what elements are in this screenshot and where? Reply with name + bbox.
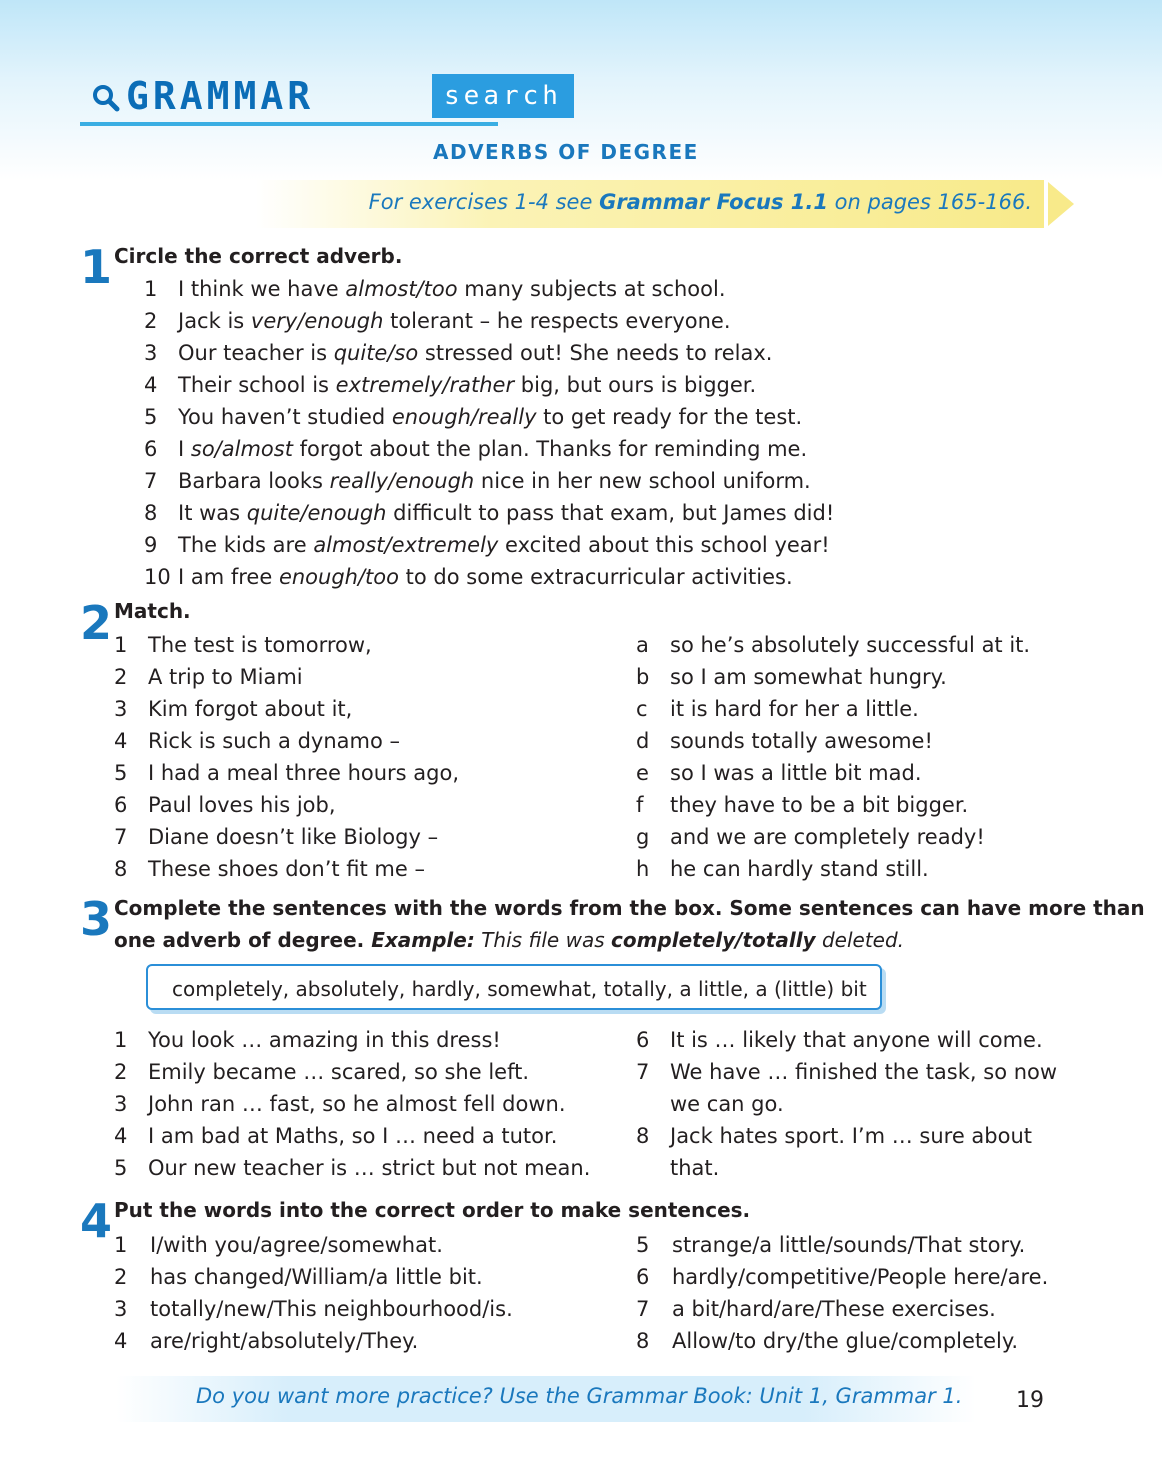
magnifier-icon [92, 84, 120, 112]
match-right-item: d sounds totally awesome! [636, 725, 933, 757]
exercise-3-item: 3 John ran … fast, so he almost fell down. [114, 1088, 566, 1120]
exercise-4-item: 8 Allow/to dry/the glue/completely. [636, 1325, 1018, 1357]
item-number: h [636, 857, 650, 881]
item-number: 7 [636, 1297, 650, 1321]
item-number: 7 [636, 1060, 650, 1084]
item-number: 2 [114, 1060, 128, 1084]
exercise-1-item: 3 Our teacher is quite/so stressed out! She needs to relax. [144, 337, 772, 369]
item-number: 8 [636, 1124, 650, 1148]
exercise-4-number: 4 [80, 1194, 113, 1248]
item-number: 3 [114, 697, 128, 721]
exercise-3-item: 8 Jack hates sport. I’m … sure about [636, 1120, 1032, 1152]
exercise-3-item: we can go. [670, 1092, 784, 1116]
exercise-4-item: 3 totally/new/This neighbourhood/is. [114, 1293, 513, 1325]
item-number: 3 [114, 1297, 128, 1321]
item-number: 5 [114, 1156, 128, 1180]
item-number: 10 [144, 565, 171, 589]
logo-tag: search [432, 74, 574, 118]
item-number: f [636, 793, 644, 817]
match-left-item: 6 Paul loves his job, [114, 789, 336, 821]
item-number: 4 [114, 729, 128, 753]
match-left-item: 7 Diane doesn’t like Biology – [114, 821, 438, 853]
exercise-1-item: 7 Barbara looks really/enough nice in her new school uniform. [144, 465, 811, 497]
item-number: 2 [144, 309, 158, 333]
exercise-3-item: 7 We have … finished the task, so now [636, 1056, 1057, 1088]
exercise-4-instruction: Put the words into the correct order to make sentences. [114, 1198, 751, 1222]
exercise-3-number: 3 [80, 892, 113, 946]
item-number: 4 [114, 1124, 128, 1148]
exercise-4-item: 5 strange/a little/sounds/That story. [636, 1229, 1025, 1261]
exercise-4-item: 1 I/with you/agree/somewhat. [114, 1229, 443, 1261]
item-number: 3 [144, 341, 158, 365]
item-number: 1 [144, 277, 158, 301]
section-title: ADVERBS OF DEGREE [433, 140, 699, 164]
reference-arrow [1048, 182, 1074, 226]
exercise-1-instruction: Circle the correct adverb. [114, 244, 403, 268]
item-number: 2 [114, 1265, 128, 1289]
match-left-item: 3 Kim forgot about it, [114, 693, 352, 725]
match-right-item: e so I was a little bit mad. [636, 757, 922, 789]
match-right-item: g and we are completely ready! [636, 821, 985, 853]
exercise-4-item: 7 a bit/hard/are/These exercises. [636, 1293, 996, 1325]
item-number: 3 [114, 1092, 128, 1116]
item-number: 6 [144, 437, 158, 461]
match-right-item: h he can hardly stand still. [636, 853, 929, 885]
item-number: b [636, 665, 650, 689]
exercise-2-instruction: Match. [114, 599, 191, 623]
item-number: e [636, 761, 649, 785]
match-right-item: a so he’s absolutely successful at it. [636, 629, 1030, 661]
exercise-1-item: 2 Jack is very/enough tolerant – he respects everyone. [144, 305, 731, 337]
item-number: 4 [144, 373, 158, 397]
grammar-search-logo [80, 72, 562, 126]
practice-text: Do you want more practice? Use the Grammar Book: Unit 1, Grammar 1. [196, 1384, 963, 1408]
exercise-3-item: 1 You look … amazing in this dress! [114, 1024, 501, 1056]
match-left-item: 5 I had a meal three hours ago, [114, 757, 459, 789]
item-number: 4 [114, 1329, 128, 1353]
exercise-1-item: 9 The kids are almost/extremely excited about this school year! [144, 529, 830, 561]
exercise-3-item: 5 Our new teacher is … strict but not mean. [114, 1152, 590, 1184]
exercise-3-item: 2 Emily became … scared, so she left. [114, 1056, 529, 1088]
item-number: 1 [114, 1233, 128, 1257]
match-right-item: c it is hard for her a little. [636, 693, 919, 725]
item-number: d [636, 729, 650, 753]
item-number: 5 [114, 761, 128, 785]
logo-word: GRAMMAR [126, 74, 315, 118]
match-right-item: b so I am somewhat hungry. [636, 661, 947, 693]
item-number: 8 [144, 501, 158, 525]
item-number: 7 [114, 825, 128, 849]
grammar-focus-ref: Grammar Focus 1.1 [599, 190, 828, 214]
reference-text: For exercises 1-4 see Grammar Focus 1.1 on pages 165-166. [368, 190, 1032, 214]
exercise-3-item: 6 It is … likely that anyone will come. [636, 1024, 1043, 1056]
item-number: 5 [636, 1233, 650, 1257]
exercise-3-instruction-line2: one adverb of degree. Example: This file was completely/totally deleted. [114, 928, 905, 952]
item-number: c [636, 697, 648, 721]
exercise-1-item: 6 I so/almost forgot about the plan. Thanks for reminding me. [144, 433, 807, 465]
exercise-2-number: 2 [80, 596, 113, 650]
item-number: 6 [114, 793, 128, 817]
match-left-item: 2 A trip to Miami [114, 661, 303, 693]
exercise-1-number: 1 [80, 240, 113, 294]
exercise-1-item: 8 It was quite/enough difficult to pass that exam, but James did! [144, 497, 834, 529]
item-number: g [636, 825, 650, 849]
exercise-3-item: 4 I am bad at Maths, so I … need a tutor. [114, 1120, 557, 1152]
item-number: 7 [144, 469, 158, 493]
exercise-1-item: 4 Their school is extremely/rather big, but ours is bigger. [144, 369, 756, 401]
exercise-1-item: 5 You haven’t studied enough/really to get ready for the test. [144, 401, 802, 433]
item-number: 9 [144, 533, 158, 557]
exercise-4-item: 2 has changed/William/a little bit. [114, 1261, 483, 1293]
match-left-item: 1 The test is tomorrow, [114, 629, 372, 661]
word-box: completely, absolutely, hardly, somewhat, totally, a little, a (little) bit [146, 964, 882, 1010]
exercise-1-item: 1 I think we have almost/too many subjects at school. [144, 273, 726, 305]
exercise-3-item: that. [670, 1156, 720, 1180]
match-left-item: 4 Rick is such a dynamo – [114, 725, 400, 757]
item-number: a [636, 633, 649, 657]
item-number: 6 [636, 1028, 650, 1052]
item-number: 5 [144, 405, 158, 429]
exercise-4-item: 6 hardly/competitive/People here/are. [636, 1261, 1048, 1293]
item-number: 8 [114, 857, 128, 881]
item-number: 1 [114, 633, 128, 657]
item-number: 8 [636, 1329, 650, 1353]
page-number: 19 [1016, 1388, 1044, 1413]
match-right-item: f they have to be a bit bigger. [636, 789, 968, 821]
exercise-3-instruction-line1: Complete the sentences with the words from the box. Some sentences can have more than [114, 896, 1145, 920]
match-left-item: 8 These shoes don’t fit me – [114, 853, 425, 885]
exercise-1-item: 10 I am free enough/too to do some extracurricular activities. [144, 561, 793, 593]
item-number: 2 [114, 665, 128, 689]
item-number: 1 [114, 1028, 128, 1052]
item-number: 6 [636, 1265, 650, 1289]
exercise-4-item: 4 are/right/absolutely/They. [114, 1325, 418, 1357]
